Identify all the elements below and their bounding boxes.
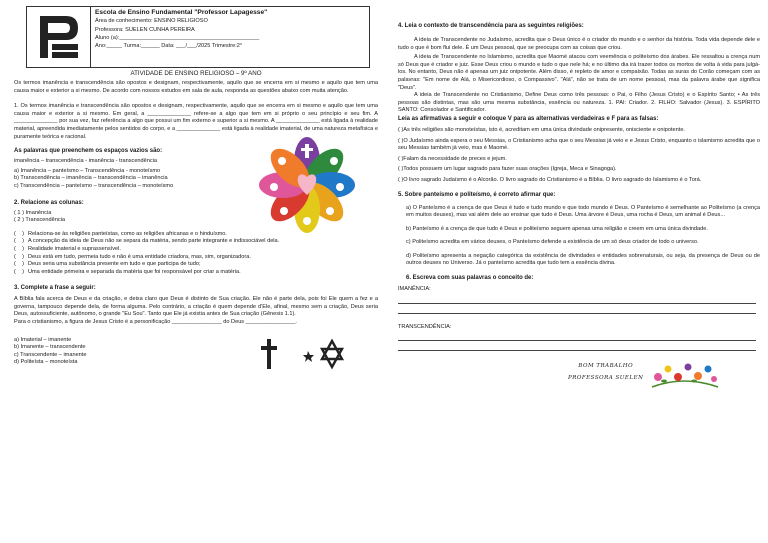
q4-item[interactable]: ( )Todos possuem um lugar sagrado para fazer suas orações (Igreja, Meca e Sinagoga). [398, 166, 617, 173]
q3-option[interactable]: a) Imaterial – imanente [14, 336, 72, 343]
school-logo [27, 7, 91, 67]
religions-flower-illustration [258, 133, 356, 233]
q2-item[interactable]: ( ) Uma entidade primeira e separada da matéria que foi responsável por criar a matéria. [14, 268, 241, 275]
answer-line[interactable] [398, 341, 756, 351]
closing-signature [568, 363, 643, 381]
answer-line[interactable] [398, 331, 756, 341]
knowledge-area: Área de conhecimento: ENSINO RELIGIOSO [95, 18, 208, 25]
student-field[interactable]: Aluno (a):_____________________________________________ [95, 34, 260, 41]
q4-islam: A ideia de Transcendente no Islamismo, acredita que Maomé atacou com veemência o politeísmo dos árabes. Ele ressaltou a crença num só Deus que é criador e juiz. Esse Deus criou o mundo e tudo o que nele há; e no último dia irá trazer todos os mortos de volta à vida para julgá-los. No entanto, Deus não é apenas um juiz onipotente. Além disso, é repleto de amor e compaixão. Todas as suras do Corão começam com as palavras: "Em nome de Alá, o Misericordioso, o Compassivo". "Alá", não se trata de um nome pessoal, mas da palavra árabe que significa "Deus". [398, 54, 760, 91]
q2-key: ( 2 ) Transcendência [14, 217, 65, 224]
teacher-name: Professora: SUELEN CUNHA PEREIRA [95, 26, 195, 33]
q4-item[interactable]: ( )As três religiões são monoteístas, isto é, acreditam em uma única divindade onipresente, onisciente e onipotente. [398, 126, 685, 133]
q1-option[interactable]: c) Transcendência – panteísmo – transcendência – monoteísmo [14, 182, 174, 189]
q3-option[interactable]: c) Transcendente – imanente [14, 351, 87, 358]
q2-item[interactable]: ( ) Deus seria uma substância presente em tudo e que participa de tudo; [14, 261, 201, 268]
q3-title: 3. Complete a frase a seguir: [14, 285, 96, 292]
q4-judaism: A ideia de Transcendente no Judaísmo, acredita que o Deus único é o criador do mundo e o senhor da história. Toda vida depende dele e tudo o que é bom flui dele. É um Deus pessoal, que se preocupa com as coisas que criou. [398, 37, 760, 51]
answer-line[interactable] [398, 304, 756, 314]
q2-item[interactable]: ( ) A concepção da ideia de Deus não se separa da matéria, sendo parte integrante e indissociável dela. [14, 238, 280, 245]
religious-symbols-illustration [260, 337, 346, 371]
q5-option[interactable]: d) Politeísmo apresenta a negação categórica da existência de divindades e entidades sobrenaturais, ou seja, da presença de Deus ou de outros deuses no Universo. Já o panteísmo acredita que tudo tem a essência divina. [406, 252, 760, 267]
q1-text: 1. Os termos imanência e transcendência são opostos e designam, respectivamente, aquilo que se encerra em si mesmo e aquilo que tem uma causa maior e exterior a si mesmo. Em geral, a ______________ refere-se a algo que tem em si próprio o seu princípio e seu fim. A ______________ por sua vez, faz referência a algo que possui um fim externo e superior a si mesmo. A ______________ está ligada à realidade material, apreendida imediatamente pelos sentidos do corpo, e a ______________ está ligada à realidade imaterial, de uma natureza metafísica e puramente teórica e racional. [14, 103, 378, 140]
q3-text: A Bíblia fala acerca de Deus e da criação, e deixa claro que Deus é distinto de Sua criação. Ele não é parte dela, pois foi Ele quem a fez e a governa, tampouco depende dela, de forma alguma. Pelo contrário, a criação é quem depende d'Ele, afinal, mesmo sem a criação, Deus seria Deus, autossuficiente, autônomo, o grande "Eu Sou". Tanto que Ele já existia antes de Sua criação (Gênesis 1.1). [14, 296, 378, 318]
q4-item[interactable]: ( )O Judaísmo ainda espera o seu Messias, o Cristianismo acha que o seu Messias já veio e e Jesus Cristo, enquanto o islamismo acredita que o seu Messias também já veio, mas é Maomé. [398, 137, 760, 152]
q2-item[interactable]: ( ) Relaciona-se às religiões panteístas, como as religiões africanas e o hinduísmo. [14, 230, 227, 237]
q4-prompt: Leia as afirmativas a seguir e coloque V para as alternativas verdadeiras e F para as falsas: [398, 115, 659, 122]
q5-option[interactable]: a) O Panteísmo é a crença de que Deus é tudo e tudo mundo e que todo mundo é Deus. O Panteísmo é semelhante ao Politeísmo (a crença em muitos deuses), mas vai além dele ao ensinar que tudo é Deus. Uma árvore é Deus, uma rocha é Deus, um animal é Deus... [406, 204, 760, 219]
right-column [386, 0, 768, 543]
q3-fill: Para o cristianismo, a figura de Jesus Cristo é a personificação ________________ do Deus ________________. [14, 319, 297, 326]
q1-option[interactable]: a) Imanência – panteísmo – Transcendência - monoteísmo [14, 167, 161, 174]
q4-items [398, 127, 760, 185]
q1-prompt: As palavras que preenchem os espaços vazios são: [14, 148, 163, 155]
answer-line[interactable] [398, 294, 756, 304]
q2-items [14, 231, 378, 277]
q6-term-immanence: IMANÊNCIA: [398, 286, 431, 293]
q4-item[interactable]: ( )O livro sagrado Judaísmo é o Alcorão. O livro sagrado do Cristianismo é a Bíblia. O livro sagrado do Islamismo é o Torá. [398, 176, 702, 183]
q1-option[interactable]: b) Transcendência – imanência – transcendência – imanência [14, 175, 168, 182]
q2-item[interactable]: ( ) Realidade imaterial e suprassensível. [14, 245, 121, 252]
q5-title: 5. Sobre panteísmo e politeísmo, é correto afirmar que: [398, 191, 556, 198]
activity-title: ATIVIDADE DE ENSINO RELIGIOSO – 9º ANO [130, 70, 262, 77]
q2-item[interactable]: ( ) Deus está em tudo, permeia tudo e não é uma entidade criadora, mas, sim, organizadora. [14, 253, 251, 260]
q2-title: 2. Relacione as colunas: [14, 199, 84, 206]
q3-option[interactable]: d) Politeísta – monoteísta [14, 359, 78, 366]
q3-option[interactable]: b) Imanente – transcendente [14, 344, 86, 351]
good-work-text: BOM TRABALHO [578, 363, 634, 370]
q2-key: ( 1 ) Imanência [14, 209, 52, 216]
q6-term-transcendence: TRANSCENDÊNCIA: [398, 323, 452, 330]
q1-words: imanência – transcendência - imanência - transcendência [14, 158, 158, 165]
intro-text: Os termos imanência e transcendência são opostos e designam, respectivamente, aquilo que se encerra em si mesmo e aquilo que tem uma causa maior e exterior a si mesmo. De acordo com nossos estudos em sala de aula, responda as questões abaixo com muita atenção. [14, 80, 378, 94]
q4-item[interactable]: ( )Falam da necessidade de preces e jejum. [398, 155, 507, 162]
class-info[interactable]: Ano:_____ Turma:______ Data: ___/___/2025 Trimestre:2° [95, 43, 243, 50]
q4-title: 4. Leia o contexto de transcendência para as seguintes religiões: [398, 23, 584, 29]
school-name: Escola de Ensino Fundamental "Professor Lapagesse" [95, 9, 268, 16]
q5-options [398, 205, 760, 269]
q5-option[interactable]: b) Panteísmo é a crença de que tudo é Deus e politeísmo seguem apenas uma religião e creem em uma única divindade. [406, 225, 708, 232]
school-header [26, 6, 370, 68]
q5-option[interactable]: c) Politeísmo acredita em vários deuses, o Panteísmo defende a existência de um só deus criador de todo o universo. [406, 239, 699, 246]
teacher-signature: PROFESSORA SUELEN [568, 375, 644, 382]
q4-christianity: A ideia de Transcendente no Cristianismo, Define Deus como três pessoas: o Pai, o Filho (Jesus Cristo) e o Espírito Santo; • As três pessoas são distintas, mas são uma mesma substância, essência ou natureza. 1. PAI: Criador. 2. FILHO: Salvador (Jesus). 3. ESPÍRITO SANTO: Consolador e Santificador. [398, 92, 760, 114]
flowers-illustration [648, 357, 722, 391]
q6-title: 6. Escreva com suas palavras o conceito de: [406, 275, 534, 282]
